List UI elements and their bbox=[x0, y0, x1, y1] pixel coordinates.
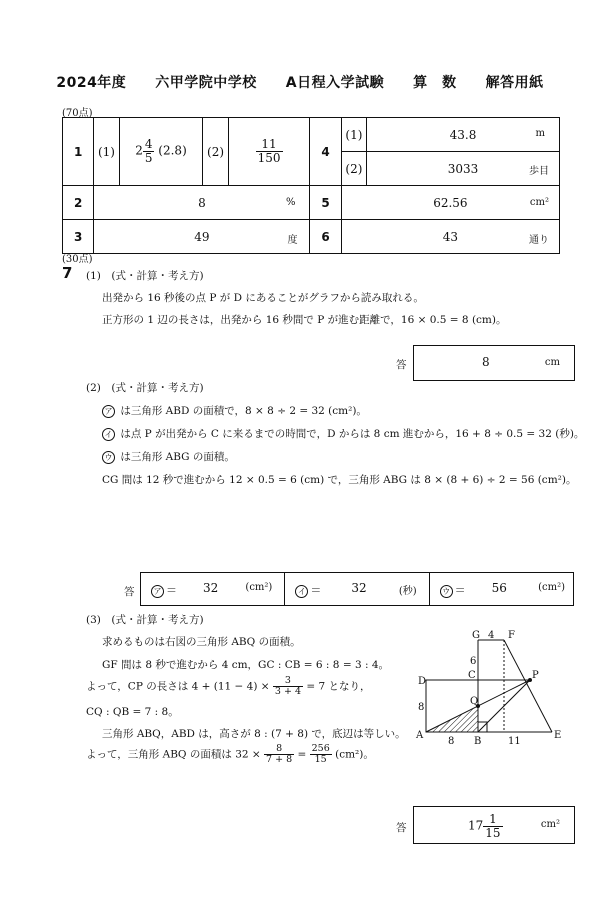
q7-p2-line3: は三角形 ABG の面積。 bbox=[117, 451, 235, 463]
q3-unit: 度 bbox=[287, 235, 298, 246]
q2-unit: % bbox=[285, 197, 296, 208]
page-title: 2024年度 六甲学院中学校 A日程入学試験 算 数 解答用紙 bbox=[56, 75, 544, 91]
label-g: G bbox=[472, 630, 480, 641]
q7-p2-line1: は三角形 ABD の面積で，8 × 8 ÷ 2 = 32 (cm²)。 bbox=[117, 405, 367, 417]
label-q: Q bbox=[470, 696, 479, 707]
q7-p3-line5: 三角形 ABQ，ABD は，高さが 8 : (7 + 8) で，底辺は等しい。 bbox=[102, 728, 406, 740]
q7-p2-a-value: 32 bbox=[203, 581, 219, 595]
q1-sub2: (2) bbox=[203, 118, 228, 186]
q6-unit: 通り bbox=[529, 235, 549, 246]
mark-u-icon: ウ bbox=[102, 451, 115, 464]
mark-i-icon: イ bbox=[102, 428, 115, 441]
q7-p3-line6c: (cm²)。 bbox=[331, 748, 374, 761]
q4-answer1 bbox=[367, 118, 560, 152]
q4-answer2 bbox=[367, 152, 560, 186]
q5-answer bbox=[341, 186, 559, 220]
q7-p1-line1: 出発から 16 秒後の点 P が D にあることがグラフから読み取れる。 bbox=[102, 292, 424, 304]
label-f: F bbox=[508, 630, 515, 641]
q2-number: 2 bbox=[63, 186, 94, 220]
q7-p3-line6 bbox=[86, 744, 374, 765]
q5-value: 62.56 bbox=[433, 195, 468, 210]
q3-value: 49 bbox=[194, 229, 210, 244]
q7-p1-line2: 正方形の 1 辺の長さは，出発から 16 秒間で P が進む距離で，16 × 0.5 = 8 (cm)。 bbox=[102, 314, 507, 326]
q7-p3-answer-value bbox=[468, 813, 503, 839]
q7-p1-answer-label: 答 bbox=[396, 359, 407, 371]
q7-p3-answer-whole: 17 bbox=[468, 818, 484, 833]
q7-p3-frac2 bbox=[264, 744, 294, 765]
q7-p2-line3-row bbox=[102, 449, 235, 464]
q3-answer bbox=[94, 220, 310, 254]
label-ab-length: 8 bbox=[448, 736, 455, 747]
q1-answer2 bbox=[228, 118, 310, 186]
q7-p2-c-eq: ＝ bbox=[454, 584, 466, 597]
label-c: C bbox=[468, 670, 476, 681]
mark-a-icon: ア bbox=[151, 585, 164, 598]
q2-answer bbox=[94, 186, 310, 220]
q7-p3-line4: CQ : QB = 7 : 8。 bbox=[86, 706, 179, 718]
q7-p3-line1: 求めるものは右図の三角形 ABQ の面積。 bbox=[102, 636, 301, 648]
q1-number: 1 bbox=[63, 118, 94, 186]
points-label-top: (70点) bbox=[62, 108, 93, 119]
q7-p3-answer-box bbox=[413, 806, 575, 844]
q4-number: 4 bbox=[310, 118, 341, 186]
label-gc-length: 6 bbox=[470, 656, 477, 667]
q7-p3-line3a: よって，CP の長さは 4 + (11 − 4) × bbox=[86, 680, 273, 693]
q7-p2-a-eq: ＝ bbox=[166, 584, 177, 597]
q7-p2-line4: CG 間は 12 秒で進むから 12 × 0.5 = 6 (cm) で，三角形 ABG は 8 × (8 + 6) ÷ 2 = 56 (cm²)。 bbox=[102, 474, 577, 486]
q1-a2-fraction bbox=[256, 138, 283, 164]
q7-p3-line6b: = bbox=[294, 748, 310, 761]
q7-p3-answer-denominator: 15 bbox=[485, 825, 501, 840]
q7-p1-answer-unit: cm bbox=[544, 357, 560, 368]
q2-value: 8 bbox=[198, 195, 206, 210]
mark-u-icon: ウ bbox=[440, 585, 453, 598]
q7-p3-answer-label: 答 bbox=[396, 822, 407, 834]
q7-p2-answer-b bbox=[285, 573, 429, 605]
q1-a2-numerator: 11 bbox=[256, 138, 283, 152]
label-d: D bbox=[418, 676, 427, 687]
q7-p3-answer-fraction bbox=[483, 813, 502, 839]
q6-number: 6 bbox=[310, 220, 341, 254]
q7-p3-frac3-num: 256 bbox=[311, 743, 330, 754]
points-label-bottom: (30点) bbox=[62, 254, 93, 265]
q7-p2-answer-box bbox=[140, 572, 574, 606]
q7-p1-answer-box bbox=[413, 345, 575, 381]
q7-p3-answer-unit: cm² bbox=[540, 819, 560, 830]
q7-p3-label: (3) (式・計算・考え方) bbox=[86, 614, 204, 626]
label-p: P bbox=[532, 670, 539, 681]
q6-value: 43 bbox=[442, 229, 459, 244]
q7-p2-a-unit: (cm²) bbox=[245, 582, 273, 593]
q4-sub1: (1) bbox=[341, 118, 366, 152]
q1-a2-denominator: 150 bbox=[257, 151, 281, 165]
mark-i-icon: イ bbox=[295, 585, 308, 598]
q7-p3-line2: GF 間は 8 秒で進むから 4 cm，GC : CB = 6 : 8 = 3 : 4。 bbox=[102, 659, 390, 671]
q7-number: 7 bbox=[62, 264, 73, 282]
label-b: B bbox=[474, 736, 482, 747]
answer-grid bbox=[62, 117, 560, 254]
q7-p2-line2: は点 P が出発から C に来るまでの時間で，D からは 8 cm 進むから，16 + 8 ÷ 0.5 = 32 (秒)。 bbox=[117, 428, 585, 440]
q4-u2: 歩目 bbox=[529, 166, 549, 177]
q4-v2: 3033 bbox=[447, 161, 479, 176]
q7-p3-frac1 bbox=[273, 676, 303, 697]
q7-p3-line3b: = 7 となり， bbox=[303, 680, 371, 693]
q7-p2-line1-row bbox=[102, 403, 367, 418]
q7-p2-b-unit: (秒) bbox=[398, 586, 417, 597]
q7-p2-answer-label: 答 bbox=[124, 586, 135, 598]
q7-p3-line3 bbox=[86, 676, 371, 697]
q4-u1: m bbox=[535, 128, 545, 139]
q1-a1-whole: 2 bbox=[135, 144, 143, 158]
label-a: A bbox=[416, 730, 424, 741]
q4-sub2: (2) bbox=[341, 152, 366, 186]
q1-a1-fraction bbox=[143, 138, 155, 164]
q7-p2-b-value: 32 bbox=[351, 581, 367, 595]
q1-a1-numerator: 4 bbox=[144, 137, 153, 152]
q7-p3-frac1-num: 3 bbox=[273, 676, 303, 687]
q7-p2-label: (2) (式・計算・考え方) bbox=[86, 382, 204, 394]
q7-p3-frac2-den: 7 + 8 bbox=[266, 753, 293, 765]
q5-number: 5 bbox=[310, 186, 341, 220]
q7-p2-answer-a bbox=[141, 573, 285, 605]
q7-p1-answer-value: 8 bbox=[482, 355, 490, 369]
q7-p3-frac1-den: 3 + 4 bbox=[274, 685, 301, 697]
q7-p3-line6a: よって，三角形 ABQ の面積は 32 × bbox=[86, 748, 265, 761]
q1-a1-alt: (2.8) bbox=[158, 144, 187, 158]
q7-p2-b-eq: ＝ bbox=[310, 584, 322, 597]
geometry-figure bbox=[412, 628, 582, 748]
label-gf-length: 4 bbox=[488, 630, 495, 641]
q7-p2-c-unit: (cm²) bbox=[538, 582, 565, 593]
q7-p3-answer-numerator: 1 bbox=[483, 813, 502, 827]
label-e: E bbox=[554, 730, 562, 741]
q1-answer1 bbox=[119, 118, 203, 186]
q7-p3-frac2-num: 8 bbox=[264, 744, 294, 755]
mark-a-icon: ア bbox=[102, 405, 115, 418]
q7-p2-answer-c bbox=[430, 573, 573, 605]
segment-fe bbox=[504, 640, 552, 732]
q6-answer bbox=[341, 220, 559, 254]
q1-sub1: (1) bbox=[94, 118, 119, 186]
q7-p3-frac3 bbox=[310, 744, 332, 765]
q4-v1: 43.8 bbox=[449, 127, 477, 142]
q7-p3-frac3-den: 15 bbox=[314, 753, 327, 765]
q7-p2-line2-row bbox=[102, 426, 584, 441]
q3-number: 3 bbox=[63, 220, 94, 254]
q7-p1-label: (1) (式・計算・考え方) bbox=[86, 270, 204, 282]
label-ad-length: 8 bbox=[418, 702, 425, 713]
q5-unit: cm² bbox=[529, 197, 549, 208]
label-be-length: 11 bbox=[508, 736, 521, 747]
q1-a1-denominator: 5 bbox=[144, 151, 153, 165]
q7-p2-c-value: 56 bbox=[491, 581, 507, 595]
